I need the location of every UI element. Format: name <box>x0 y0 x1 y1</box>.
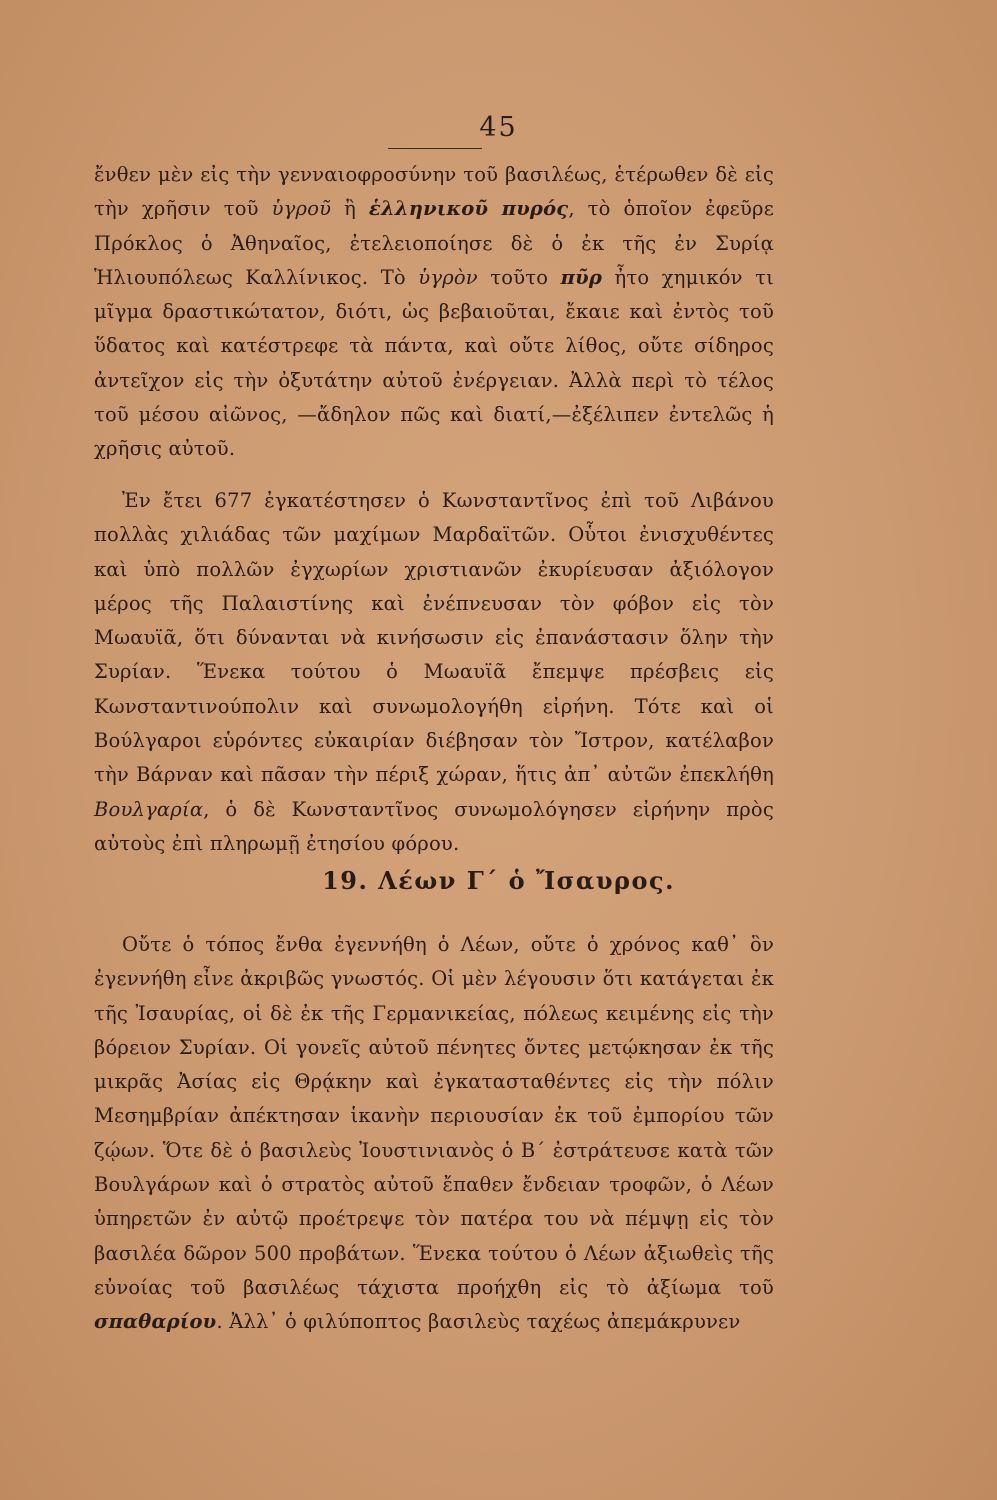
paragraph-1-text-b: ἢ <box>331 197 369 221</box>
paragraph-1-text-c: , τὸ ὁποῖον ἐφεῦρε Πρόκλος ὁ Ἀθηναῖος, ἐτελειοποίησε δὲ ὁ ἐκ τῆς ἐν Συρίᾳ Ἡλιουπόλεως Καλλίνικος. Τὸ <box>94 197 775 289</box>
page-number-rule <box>388 148 482 149</box>
paragraph-2-text-b: , ὁ δὲ Κωνσταντῖνος συνωμολόγησεν εἰρήνην πρὸς αὐτοὺς ἐπὶ πληρωμῇ ἐτησίου φόρου. <box>94 797 774 855</box>
term-hygron: ὑγρὸν <box>418 265 478 289</box>
paragraph-3 <box>94 928 774 1340</box>
term-voulgaria: Βουλγαρία <box>94 797 204 821</box>
term-hellenikou-pyros: ἑλληνικοῦ πυρός <box>368 197 569 221</box>
paragraph-1-text-a: ἔνθεν μὲν εἰς τὴν γενναιοφροσύνην τοῦ βασιλέως, ἑτέρωθεν δὲ εἰς τὴν χρῆσιν τοῦ <box>94 163 774 221</box>
paragraph-3-text-a: Οὔτε ὁ τόπος ἔνθα ἐγεννήθη ὁ Λέων, οὔτε ὁ χρόνος καθ᾽ ὃν ἐγεννήθη εἶνε ἀκριβῶς γνωστός. Οἱ μὲν λέγουσιν ὅτι κατάγεται ἐκ τῆς Ἰσαυρίας, οἱ δὲ ἐκ τῆς Γερμανικείας, πόλεως κειμένης εἰς τὴν βόρειον Συρίαν. Οἱ γονεῖς αὐτοῦ πένητες ὄντες μετῴκησαν ἐκ τῆς μικρᾶς Ἀσίας εἰς Θρᾴκην καὶ ἐγκατασταθέντες εἰς τὴν πόλιν Μεσημβρίαν ἀπέκτησαν ἱκανὴν περιουσίαν ἐκ τοῦ ἐμπορίου τῶν ζῴων. Ὅτε δὲ ὁ βασιλεὺς Ἰουστινιανὸς ὁ Β΄ ἐστράτευσε κατὰ τῶν Βουλγάρων καὶ ὁ στρατὸς αὐτοῦ ἔπαθεν ἔνδειαν τροφῶν, ὁ Λέων ὑπηρετῶν ἐν αὐτῷ προέτρεψε τὸν πατέρα του νὰ πέμψῃ εἰς τὸν βασιλέα δῶρον 500 προβάτων. Ἕνεκα τούτου ὁ Λέων ἀξιωθεὶς τῆς εὐνοίας τοῦ βασιλέως τάχιστα προήχθη εἰς τὸ ἀξίωμα τοῦ <box>94 933 774 1299</box>
paragraph-2-text-a: Ἐν ἔτει 677 ἐγκατέστησεν ὁ Κωνσταντῖνος ἐπὶ τοῦ Λιβάνου πολλὰς χιλιάδας τῶν μαχίμων Μαρδαϊτῶν. Οὗτοι ἐνισχυθέντες καὶ ὑπὸ πολλῶν ἐγχωρίων χριστιανῶν ἐκυρίευσαν ἀξιόλογον μέρος τῆς Παλαιστίνης καὶ ἐνέπνευσαν τὸν φόβον εἰς τὸν Μωαυϊᾶ, ὅτι δύνανται νὰ κινήσωσιν εἰς ἐπανάστασιν ὅλην τὴν Συρίαν. Ἕνεκα τούτου ὁ Μωαυϊᾶ ἔπεμψε πρέσβεις εἰς Κωνσταντινούπολιν καὶ συνωμολογήθη εἰρήνη. Τότε καὶ οἱ Βούλγαροι εὑρόντες εὐκαιρίαν διέβησαν τὸν Ἴστρον, κατέλαβον τὴν Βάρναν καὶ πᾶσαν τὴν πέριξ χώραν, ἥτις ἀπ᾽ αὐτῶν ἐπεκλήθη <box>94 489 774 787</box>
term-hygrou: ὑγροῦ <box>271 197 332 221</box>
term-spathariou: σπαθαρίου <box>94 1310 217 1334</box>
paragraph-2 <box>94 484 774 861</box>
paragraph-1 <box>94 158 774 467</box>
paragraph-1-text-d: τοῦτο <box>477 265 561 289</box>
page-number: 45 <box>479 112 518 143</box>
term-pyr: πῦρ <box>560 265 603 289</box>
section-heading: 19. Λέων Γ΄ ὁ Ἴσαυρος. <box>322 866 675 895</box>
paragraph-1-text-e: ἦτο χημικόν τι μῖγμα δραστικώτατον, διότι, ὡς βεβαιοῦται, ἔκαιε καὶ ἐντὸς τοῦ ὕδατος καὶ κατέστρεφε τὰ πάντα, καὶ οὔτε λίθος, οὔτε σίδηρος ἀντεῖχον εἰς τὴν ὀξυτάτην αὐτοῦ ἐνέργειαν. Ἀλλὰ περὶ τὸ τέλος τοῦ μέσου αἰῶνος, —ἄδηλον πῶς καὶ διατί,—ἐξέλιπεν ἐντελῶς ἡ χρῆσις αὐτοῦ. <box>94 265 774 461</box>
paragraph-3-text-b: . Ἀλλ᾽ ὁ φιλύποπτος βασιλεὺς ταχέως ἀπεμάκρυνεν <box>216 1310 741 1334</box>
